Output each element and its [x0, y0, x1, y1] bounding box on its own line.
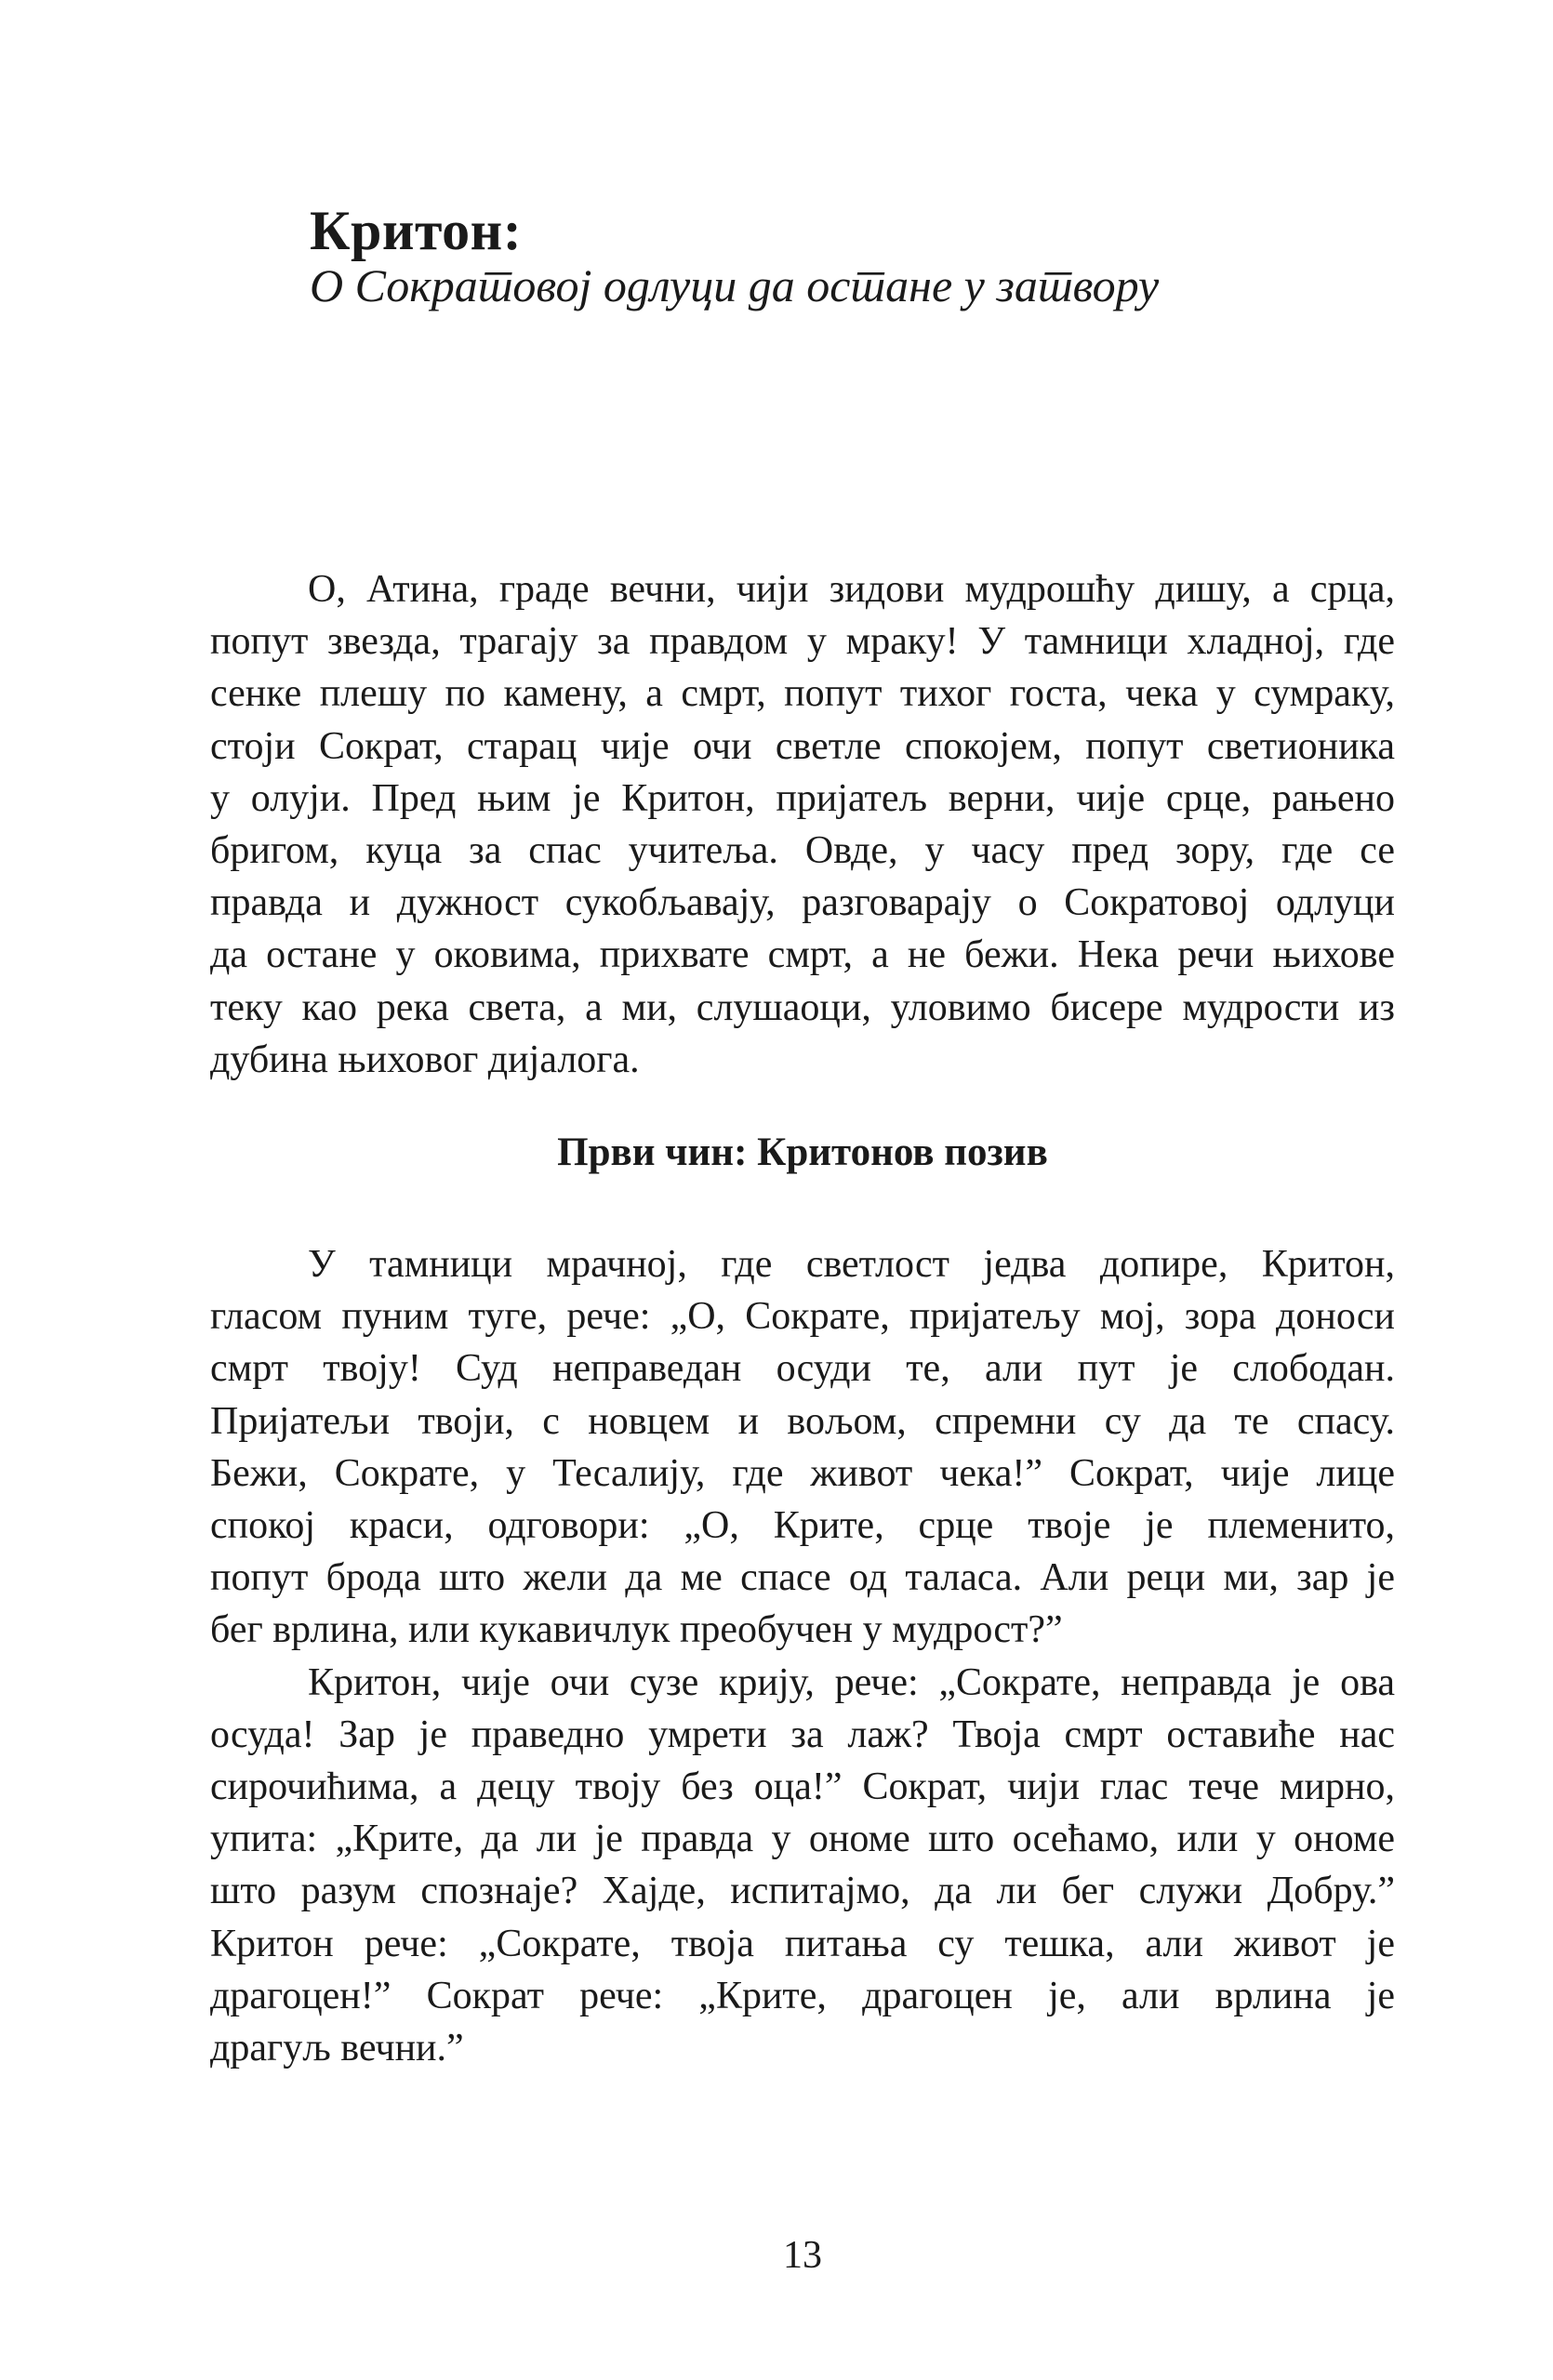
- text-line: Критон, чије очи сузе крију, рече: „Сократе, неправда је ова: [308, 1660, 1395, 1704]
- text-line: драгуљ вечни.”: [210, 2027, 464, 2070]
- text-line: сенке плешу по камену, а смрт, попут тихог госта, чека у сумраку,: [210, 672, 1395, 716]
- paragraph-crito-plea: [210, 1238, 1395, 1657]
- text-line: стоји Сократ, старац чије очи светле спокојем, попут светионика: [210, 724, 1395, 768]
- page-number: 13: [783, 2234, 822, 2277]
- text-line: Бежи, Сократе, у Тесалију, где живот чека!” Сократ, чије лице: [210, 1451, 1395, 1495]
- chapter-title-block: [310, 200, 1398, 314]
- text-line: У тамници мрачној, где светлост једва допире, Критон,: [308, 1243, 1395, 1286]
- intro-paragraph: [210, 563, 1395, 1086]
- text-line: О, Атина, граде вечни, чији зидови мудрошћу дишу, а срца,: [308, 568, 1395, 611]
- text-line: гласом пуним туге, рече: „О, Сократе, пријатељу мој, зора доноси: [210, 1295, 1395, 1339]
- text-line: правда и дужност сукобљавају, разговарају о Сократовој одлуци: [210, 881, 1395, 925]
- text-line: у олуји. Пред њим је Критон, пријатељ верни, чије срце, рањено: [210, 776, 1395, 820]
- text-line: смрт твоју! Суд неправедан осуди те, али пут је слободан.: [210, 1347, 1395, 1391]
- text-line: осуда! Зар је праведно умрети за лаж? Твоја смрт оставиће нас: [210, 1712, 1395, 1756]
- paragraph-crito-sorrow: [210, 1657, 1395, 2075]
- chapter-subtitle: О Сократовој одлуци да остане у затвору: [310, 259, 1160, 311]
- text-line: бригом, куца за спас учитеља. Овде, у часу пред зору, где се: [210, 829, 1395, 873]
- text-line: спокој краси, одговори: „О, Крите, срце твоје је племенито,: [210, 1504, 1395, 1548]
- text-line: бег врлина, или кукавичлук преобучен у мудрост?”: [210, 1608, 1063, 1652]
- text-line: теку као река света, а ми, слушаоци, уловимо бисере мудрости из: [210, 985, 1395, 1029]
- text-line: дубина њиховог дијалога.: [210, 1038, 640, 1081]
- text-line: попут звезда, трагају за правдом у мраку! У тамници хладној, где: [210, 620, 1395, 664]
- text-line: драгоцен!” Сократ рече: „Крите, драгоцен је, али врлина је: [210, 1974, 1395, 2017]
- text-line: попут брода што жели да ме спасе од таласа. Али реци ми, зар је: [210, 1556, 1395, 1600]
- text-line: упита: „Крите, да ли је правда у ономе што осећамо, или у ономе: [210, 1818, 1395, 1861]
- text-line: што разум спознаје? Хајде, испитајмо, да ли бег служи Добру.”: [210, 1870, 1395, 1913]
- act-body: [210, 1238, 1395, 2074]
- text-line: сирочићима, а децу твоју без оца!” Сократ, чији глас тече мирно,: [210, 1765, 1395, 1809]
- text-line: да остане у оковима, прихвате смрт, а не бежи. Нека речи њихове: [210, 933, 1395, 977]
- act-heading: Први чин: Критонов позив: [557, 1130, 1048, 1174]
- text-line: Критон рече: „Сократе, твоја питања су тешка, али живот је: [210, 1922, 1395, 1965]
- chapter-title: Критон:: [310, 200, 523, 261]
- text-line: Пријатељи твоји, с новцем и вољом, спремни су да те спасу.: [210, 1399, 1395, 1443]
